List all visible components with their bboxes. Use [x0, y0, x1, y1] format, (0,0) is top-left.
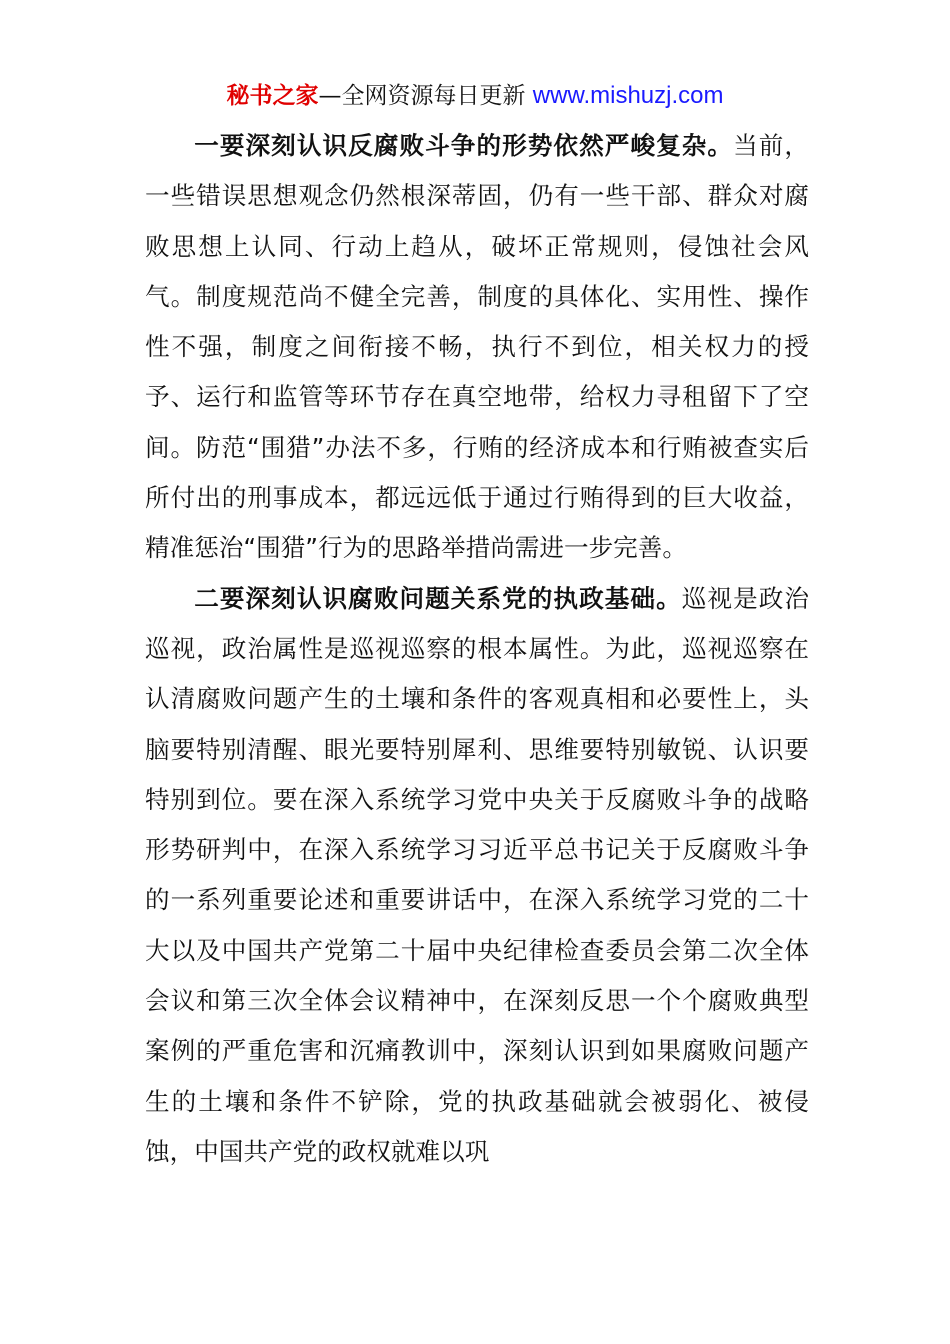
- paragraph-1-text: 当前，一些错误思想观念仍然根深蒂固，仍有一些干部、群众对腐败思想上认同、行动上趋从，破坏正常规则，侵蚀社会风气。制度规范尚不健全完善，制度的具体化、实用性、操作性不强，制度之间衔接不畅，执行不到位，相关权力的授予、运行和监管等环节存在真空地带，给权力寻租留下了空间。防范“围猎”办法不多，行贿的经济成本和行贿被查实后所付出的刑事成本，都远远低于通过行贿得到的巨大收益，精准惩治“围猎”行为的思路举措尚需进一步完善。: [145, 131, 809, 563]
- paragraph-1: [145, 121, 809, 574]
- site-brand: 秘书之家: [226, 83, 319, 109]
- site-url-link[interactable]: www.mishuzj.com: [532, 82, 724, 109]
- document-body: [145, 121, 809, 1177]
- paragraph-2-text: 巡视是政治巡视，政治属性是巡视巡察的根本属性。为此，巡视巡察在认清腐败问题产生的土壤和条件的客观真相和必要性上，头脑要特别清醒、眼光要特别犀利、思维要特别敏锐、认识要特别到位。要在深入系统学习党中央关于反腐败斗争的战略形势研判中，在深入系统学习习近平总书记关于反腐败斗争的一系列重要论述和重要讲话中，在深入系统学习党的二十大以及中国共产党第二十届中央纪律检查委员会第二次全体会议和第三次全体会议精神中，在深刻反思一个个腐败典型案例的严重危害和沉痛教训中，深刻认识到如果腐败问题产生的土壤和条件不铲除，党的执政基础就会被弱化、被侵蚀，中国共产党的政权就难以巩: [145, 583, 809, 1166]
- site-header: [0, 80, 950, 112]
- paragraph-2-heading: 二要深刻认识腐败问题关系党的执政基础。: [194, 583, 682, 613]
- paragraph-2: [145, 574, 809, 1178]
- paragraph-1-heading: 一要深刻认识反腐败斗争的形势依然严峻复杂。: [194, 131, 734, 160]
- site-tagline: —全网资源每日更新: [318, 83, 526, 109]
